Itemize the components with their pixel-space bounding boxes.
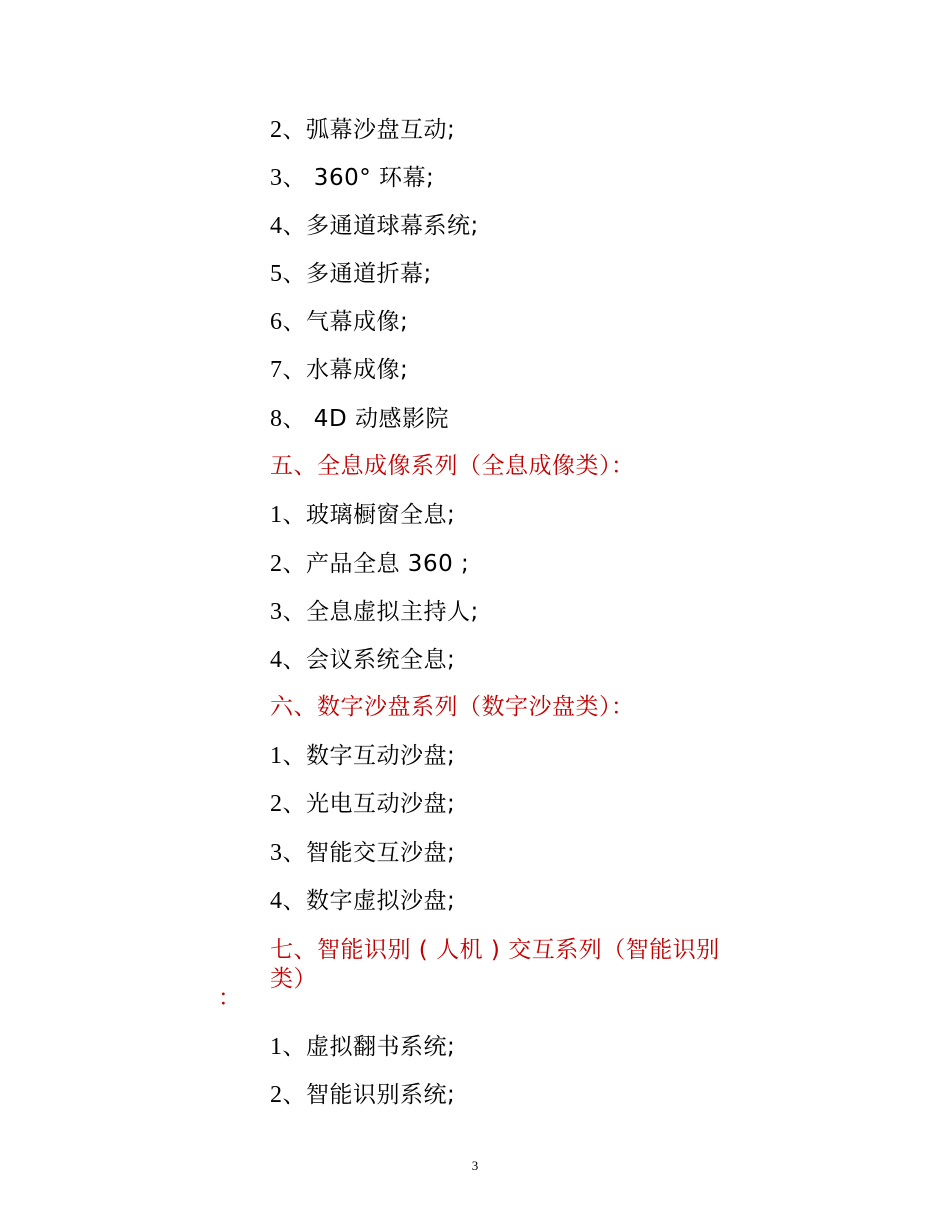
item-text: 、虚拟翻书系统; [282, 1034, 456, 1060]
item-text: 、智能交互沙盘; [282, 840, 456, 866]
item-text: 、水幕成像; [282, 357, 409, 383]
item-text: 、全息虚拟主持人; [282, 599, 479, 625]
item-number: 1 [270, 1034, 283, 1060]
section-heading-digital-sandbox: 六、数字沙盘系列（数字沙盘类）： [270, 694, 635, 720]
page-number: 3 [471, 1158, 479, 1173]
list-item [270, 789, 455, 819]
section-heading-colon: ： [218, 985, 241, 1011]
item-text: 、光电互动沙盘; [282, 791, 456, 817]
item-number: 2 [270, 791, 283, 817]
list-item [270, 259, 432, 289]
item-number: 4 [270, 647, 283, 673]
item-text: 、会议系统全息; [282, 647, 456, 673]
item-text: 、智能识别系统; [282, 1082, 456, 1108]
item-text: 、数字虚拟沙盘; [282, 888, 456, 914]
item-text: 、 360° 环幕; [282, 165, 435, 191]
list-item [270, 115, 455, 145]
list-item [270, 597, 479, 627]
list-item [270, 838, 455, 868]
section-heading-hologram: 五、全息成像系列（全息成像类）： [270, 453, 635, 479]
item-text: 、多通道折幕; [282, 261, 432, 287]
item-text: 、产品全息 360 ; [282, 551, 470, 577]
list-item [270, 500, 455, 530]
item-number: 4 [270, 888, 283, 914]
list-item [270, 211, 479, 241]
item-number: 8 [270, 406, 283, 432]
item-text: 、数字互动沙盘; [282, 743, 456, 769]
item-text: 、玻璃橱窗全息; [282, 502, 456, 528]
item-text: 、多通道球幕系统; [282, 213, 479, 239]
item-number: 1 [270, 743, 283, 769]
list-item [270, 1032, 455, 1062]
item-number: 7 [270, 357, 283, 383]
item-number: 3 [270, 165, 283, 191]
list-item [270, 163, 434, 193]
item-number: 3 [270, 840, 283, 866]
section-heading-smart-recognition: 七、智能识别 ( 人机 ) 交互系列（智能识别类） [270, 937, 720, 992]
item-number: 2 [270, 551, 283, 577]
item-text: 、弧幕沙盘互动; [282, 117, 456, 143]
item-number: 6 [270, 309, 283, 335]
item-number: 5 [270, 261, 283, 287]
item-text: 、气幕成像; [282, 309, 409, 335]
item-number: 2 [270, 117, 283, 143]
list-item [270, 549, 469, 579]
item-text: 、 4D 动感影院 [282, 406, 449, 432]
item-number: 1 [270, 502, 283, 528]
item-number: 3 [270, 599, 283, 625]
list-item [270, 741, 455, 771]
item-number: 2 [270, 1082, 283, 1108]
list-item [270, 355, 408, 385]
item-number: 4 [270, 213, 283, 239]
list-item [270, 645, 455, 675]
list-item [270, 404, 449, 434]
list-item [270, 886, 455, 916]
list-item [270, 307, 408, 337]
list-item [270, 1080, 455, 1110]
